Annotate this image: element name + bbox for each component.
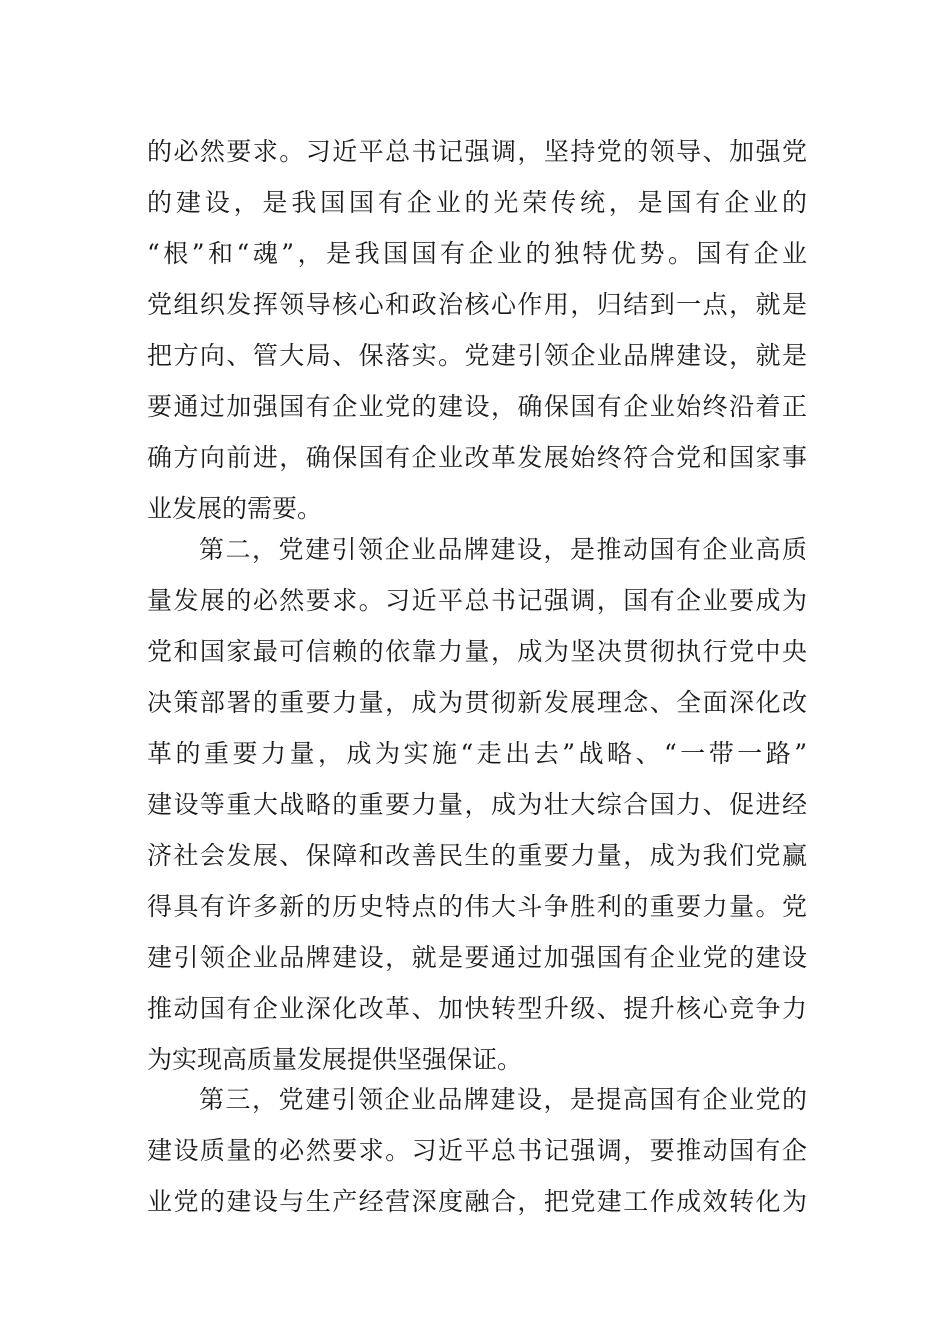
paragraph-line: 确方向前进，确保国有企业改革发展始终符合党和国家事 [147,443,807,472]
paragraph-2 [147,524,807,1085]
paragraph-line: 建设等重大战略的重要力量，成为壮大综合国力、促进经 [147,790,807,819]
paragraph-line: 业党的建设与生产经营深度融合，把党建工作成效转化为 [147,1187,807,1216]
paragraph-line: 把方向、管大局、保落实。党建引领企业品牌建设，就是 [147,341,807,370]
paragraph-line: 第二，党建引领企业品牌建设，是推动国有企业高质 [199,535,807,564]
paragraph-line: 建引领企业品牌建设，就是要通过加强国有企业党的建设 [147,943,807,972]
paragraph-line: 党组织发挥领导核心和政治核心作用，归结到一点，就是 [147,290,807,319]
paragraph-line: 得具有许多新的历史特点的伟大斗争胜利的重要力量。党 [147,892,807,921]
paragraph-line: 党和国家最可信赖的依靠力量，成为坚决贯彻执行党中央 [147,637,807,666]
paragraph-line: 的建设，是我国国有企业的光荣传统，是国有企业的 [147,188,807,217]
paragraph-line: 要通过加强国有企业党的建设，确保国有企业始终沿着正 [147,392,807,421]
paragraph-1 [147,126,807,534]
paragraph-line: 为实现高质量发展提供坚强保证。 [147,1045,523,1074]
paragraph-line: “根”和“魂”，是我国国有企业的独特优势。国有企业 [147,239,807,268]
paragraph-line: 第三，党建引领企业品牌建设，是提高国有企业党的 [199,1085,807,1114]
paragraph-line: 推动国有企业深化改革、加快转型升级、提升核心竞争力 [147,994,807,1023]
paragraph-line: 决策部署的重要力量，成为贯彻新发展理念、全面深化改 [147,688,807,717]
paragraph-line: 的必然要求。习近平总书记强调，坚持党的领导、加强党 [147,137,807,166]
paragraph-line: 业发展的需要。 [147,494,323,523]
paragraph-line: 革的重要力量，成为实施“走出去”战略、“一带一路” [147,739,807,768]
paragraph-3 [147,1074,807,1227]
paragraph-line: 济社会发展、保障和改善民生的重要力量，成为我们党赢 [147,841,807,870]
paragraph-line: 建设质量的必然要求。习近平总书记强调，要推动国有企 [147,1136,807,1165]
paragraph-line: 量发展的必然要求。习近平总书记强调，国有企业要成为 [147,586,807,615]
